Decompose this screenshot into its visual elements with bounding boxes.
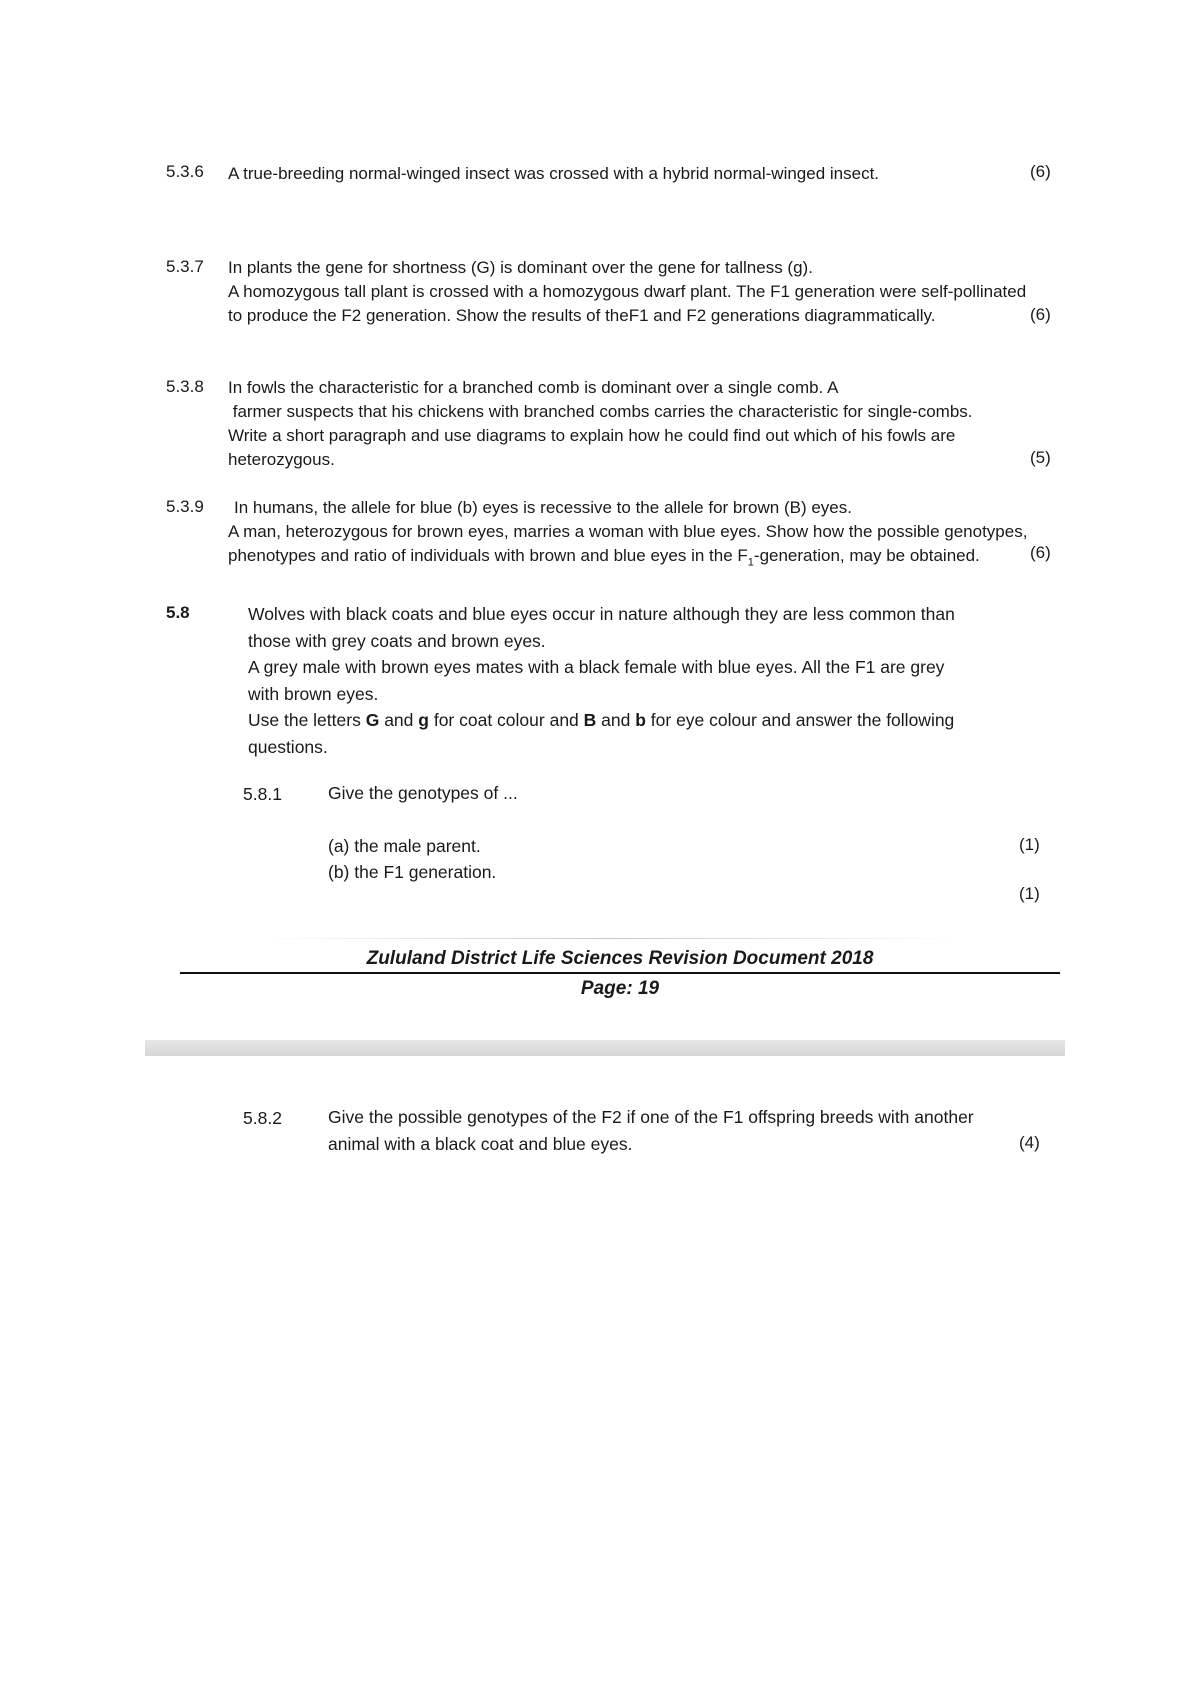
question-text-5-3-6: A true-breeding normal-winged insect was crossed with a hybrid normal-winged insect. xyxy=(228,164,880,183)
question-number-5-3-6: 5.3.6 xyxy=(166,162,204,181)
question-line: with brown eyes. xyxy=(248,683,379,704)
marks-5-3-9: (6) xyxy=(1030,543,1051,562)
question-number-5-8-2: 5.8.2 xyxy=(243,1108,282,1128)
question-line: A grey male with brown eyes mates with a black female with blue eyes. All the F1 are grey xyxy=(248,657,945,677)
marks-5-8-2: (4) xyxy=(1019,1133,1040,1152)
question-line xyxy=(248,707,968,734)
page-break xyxy=(145,1040,1065,1056)
answer-item-b: (b) the F1 generation. xyxy=(328,862,497,882)
question-number-5-3-7: 5.3.7 xyxy=(166,257,204,276)
text-span: -generation, may be obtained. xyxy=(753,546,980,565)
subscript: 1 xyxy=(747,556,754,569)
question-number-5-8: 5.8 xyxy=(166,603,190,622)
question-line: A homozygous tall plant is crossed with a homozygous dwarf plant. The F1 generation were self-pollinated xyxy=(228,282,1027,301)
text-span: phenotypes and ratio of individuals with brown and blue eyes in the F xyxy=(228,546,748,565)
question-line: questions. xyxy=(248,736,328,757)
footer-rule xyxy=(180,972,1060,974)
question-text-5-8-1: Give the genotypes of ... xyxy=(328,783,518,803)
letter-b: b xyxy=(635,710,646,730)
marks-5-8-1-a: (1) xyxy=(1019,835,1040,854)
question-text-5-3-8 xyxy=(228,376,1028,472)
question-text-5-8-2 xyxy=(328,1104,1028,1158)
question-number-5-3-9: 5.3.9 xyxy=(166,497,204,516)
question-number-5-8-1: 5.8.1 xyxy=(243,784,282,804)
letter-G: G xyxy=(365,710,380,730)
question-line: In plants the gene for shortness (G) is dominant over the gene for tallness (g). xyxy=(228,258,813,277)
question-line: animal with a black coat and blue eyes. xyxy=(328,1134,633,1154)
question-line: Wolves with black coats and blue eyes occur in nature although they are less common than xyxy=(248,604,955,624)
question-line: In humans, the allele for blue (b) eyes is recessive to the allele for brown (B) eyes. xyxy=(234,498,852,517)
question-line: heterozygous. xyxy=(228,450,335,469)
question-line: Write a short paragraph and use diagrams to explain how he could find out which of his fowls are xyxy=(228,426,956,445)
question-line: those with grey coats and brown eyes. xyxy=(248,630,546,651)
question-line: farmer suspects that his chickens with branched combs carries the characteristic for single-combs. xyxy=(228,402,973,421)
marks-5-3-7: (6) xyxy=(1030,305,1051,324)
footer-title: Zululand District Life Sciences Revision Document 2018 xyxy=(366,948,874,969)
answer-item-a: (a) the male parent. xyxy=(328,836,481,856)
footer-separator xyxy=(260,938,960,939)
marks-5-3-8: (5) xyxy=(1030,448,1051,467)
text-span: for eye colour and answer the following xyxy=(645,710,955,730)
page-number: Page: 19 xyxy=(580,978,660,999)
question-number-5-3-8: 5.3.8 xyxy=(166,377,204,396)
question-line: A man, heterozygous for brown eyes, marries a woman with blue eyes. Show how the possible genotypes, xyxy=(228,522,1028,541)
question-text-5-3-7 xyxy=(228,256,1028,328)
question-text-5-3-9 xyxy=(228,496,1028,574)
marks-5-8-1-b: (1) xyxy=(1019,884,1040,903)
text-span: and xyxy=(379,710,419,730)
text-span: for coat colour and xyxy=(428,710,584,730)
question-line: to produce the F2 generation. Show the results of theF1 and F2 generations diagrammatically. xyxy=(228,306,936,325)
question-line xyxy=(228,544,1028,574)
question-line: Give the possible genotypes of the F2 if one of the F1 offspring breeds with another xyxy=(328,1107,974,1127)
marks-5-3-6: (6) xyxy=(1030,162,1051,181)
letter-g: g xyxy=(418,710,429,730)
text-span: and xyxy=(596,710,636,730)
question-text-5-8 xyxy=(248,601,968,760)
letter-B: B xyxy=(583,710,597,730)
text-span: Use the letters xyxy=(248,710,366,730)
question-line: In fowls the characteristic for a branched comb is dominant over a single comb. A xyxy=(228,378,839,397)
